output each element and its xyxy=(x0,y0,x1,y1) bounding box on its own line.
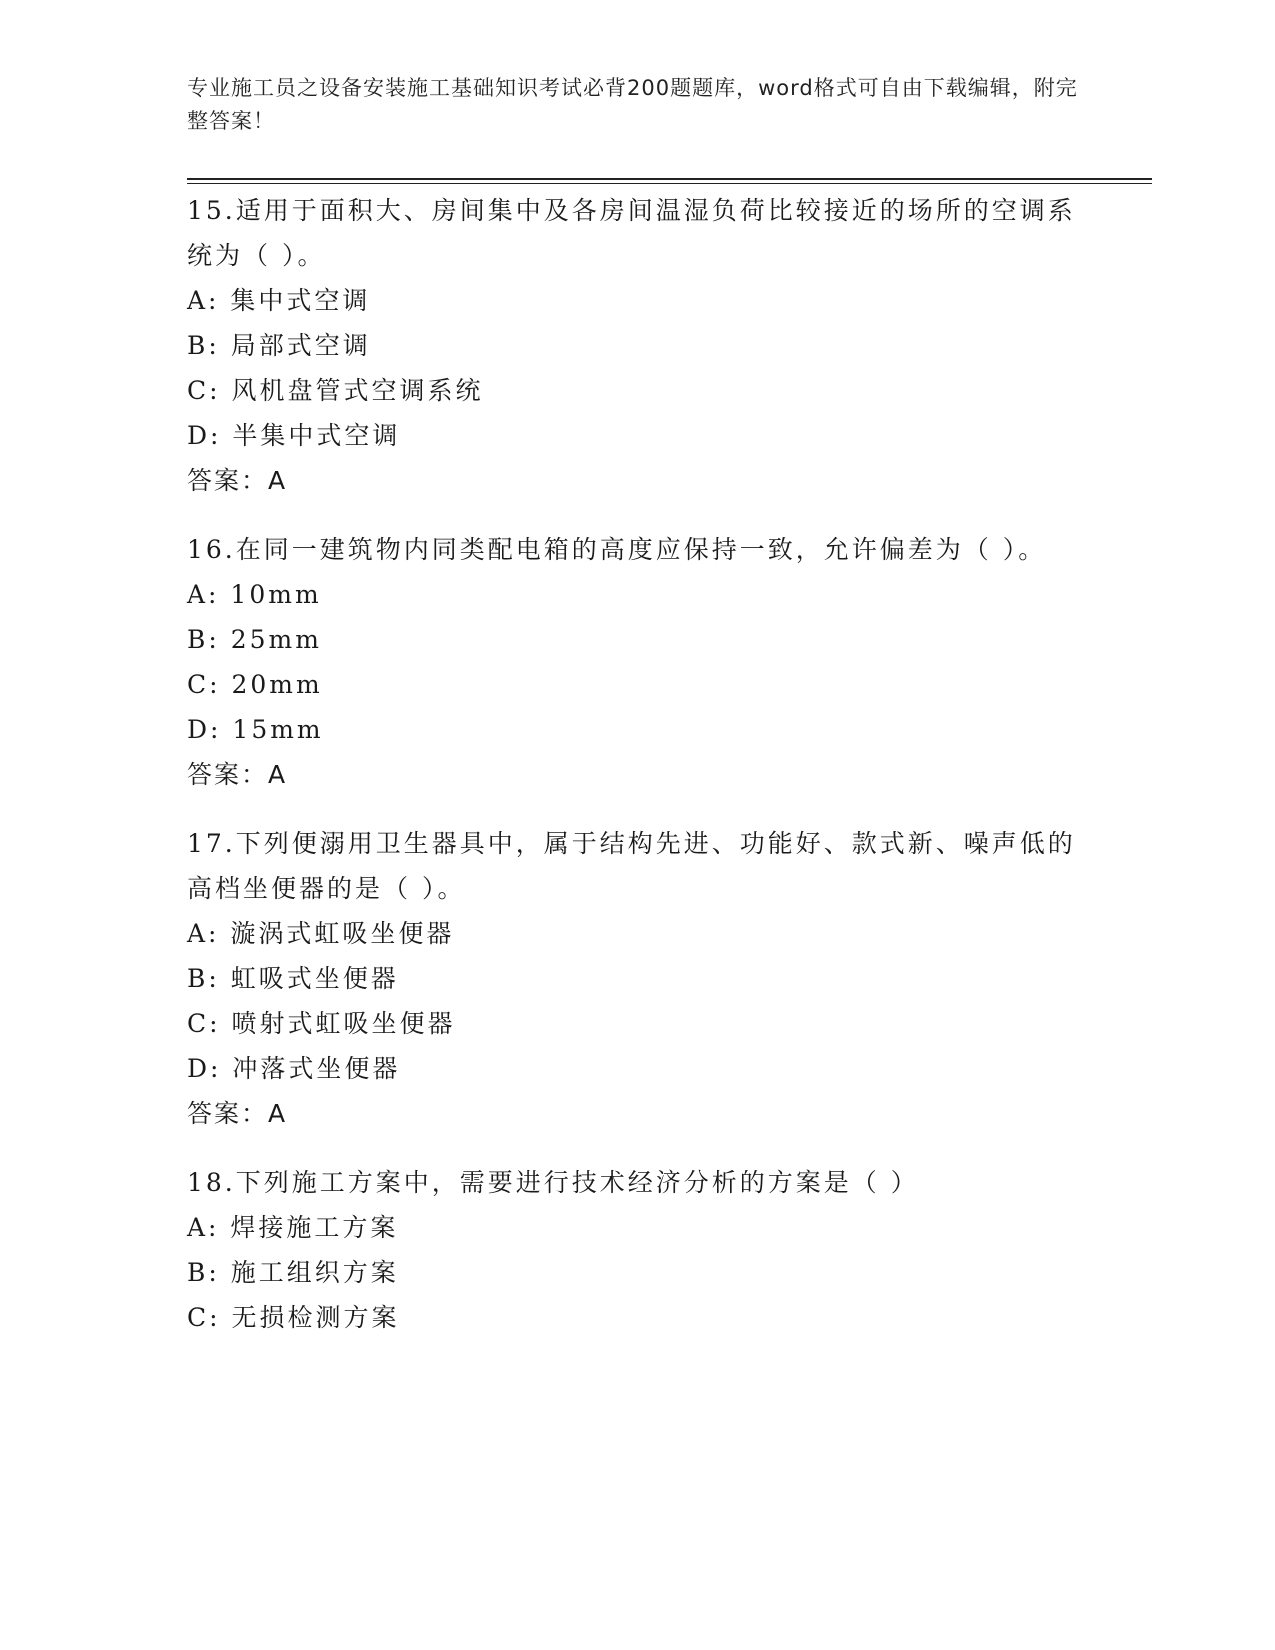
option-c: C: 20mm xyxy=(187,670,323,699)
question-text: 17.下列便溺用卫生器具中，属于结构先进、功能好、款式新、噪声低的高档坐便器的是（ ）。 xyxy=(187,829,1076,903)
question-17 xyxy=(187,821,1087,1136)
question-text: 15.适用于面积大、房间集中及各房间温湿负荷比较接近的场所的空调系统为（ ）。 xyxy=(187,196,1076,270)
question-18 xyxy=(187,1160,1087,1340)
option-b: B: 虹吸式坐便器 xyxy=(187,964,399,993)
header-rule-thick xyxy=(187,178,1152,180)
option-a: A: 10mm xyxy=(187,580,322,609)
question-15 xyxy=(187,188,1087,503)
question-16 xyxy=(187,527,1087,797)
option-a: A: 集中式空调 xyxy=(187,286,371,315)
option-c: C: 喷射式虹吸坐便器 xyxy=(187,1009,456,1038)
option-c: C: 无损检测方案 xyxy=(187,1303,400,1332)
option-b: B: 25mm xyxy=(187,625,322,654)
option-d: D: 15mm xyxy=(187,715,324,744)
option-b: B: 施工组织方案 xyxy=(187,1258,399,1287)
question-text: 18.下列施工方案中，需要进行技术经济分析的方案是（ ） xyxy=(187,1168,919,1197)
header-rule-thin xyxy=(187,183,1152,184)
answer: 答案：A xyxy=(187,1099,288,1128)
option-c: C: 风机盘管式空调系统 xyxy=(187,376,484,405)
question-text: 16.在同一建筑物内同类配电箱的高度应保持一致，允许偏差为（ ）。 xyxy=(187,535,1047,564)
option-a: A: 焊接施工方案 xyxy=(187,1213,399,1242)
answer: 答案：A xyxy=(187,760,288,789)
option-d: D: 冲落式坐便器 xyxy=(187,1054,401,1083)
answer: 答案：A xyxy=(187,466,288,495)
option-a: A: 漩涡式虹吸坐便器 xyxy=(187,919,455,948)
option-d: D: 半集中式空调 xyxy=(187,421,401,450)
question-list xyxy=(187,188,1087,1364)
option-b: B: 局部式空调 xyxy=(187,331,371,360)
document-header: 专业施工员之设备安装施工基础知识考试必背200题题库，word格式可自由下载编辑，附完整答案！ xyxy=(187,76,1078,133)
